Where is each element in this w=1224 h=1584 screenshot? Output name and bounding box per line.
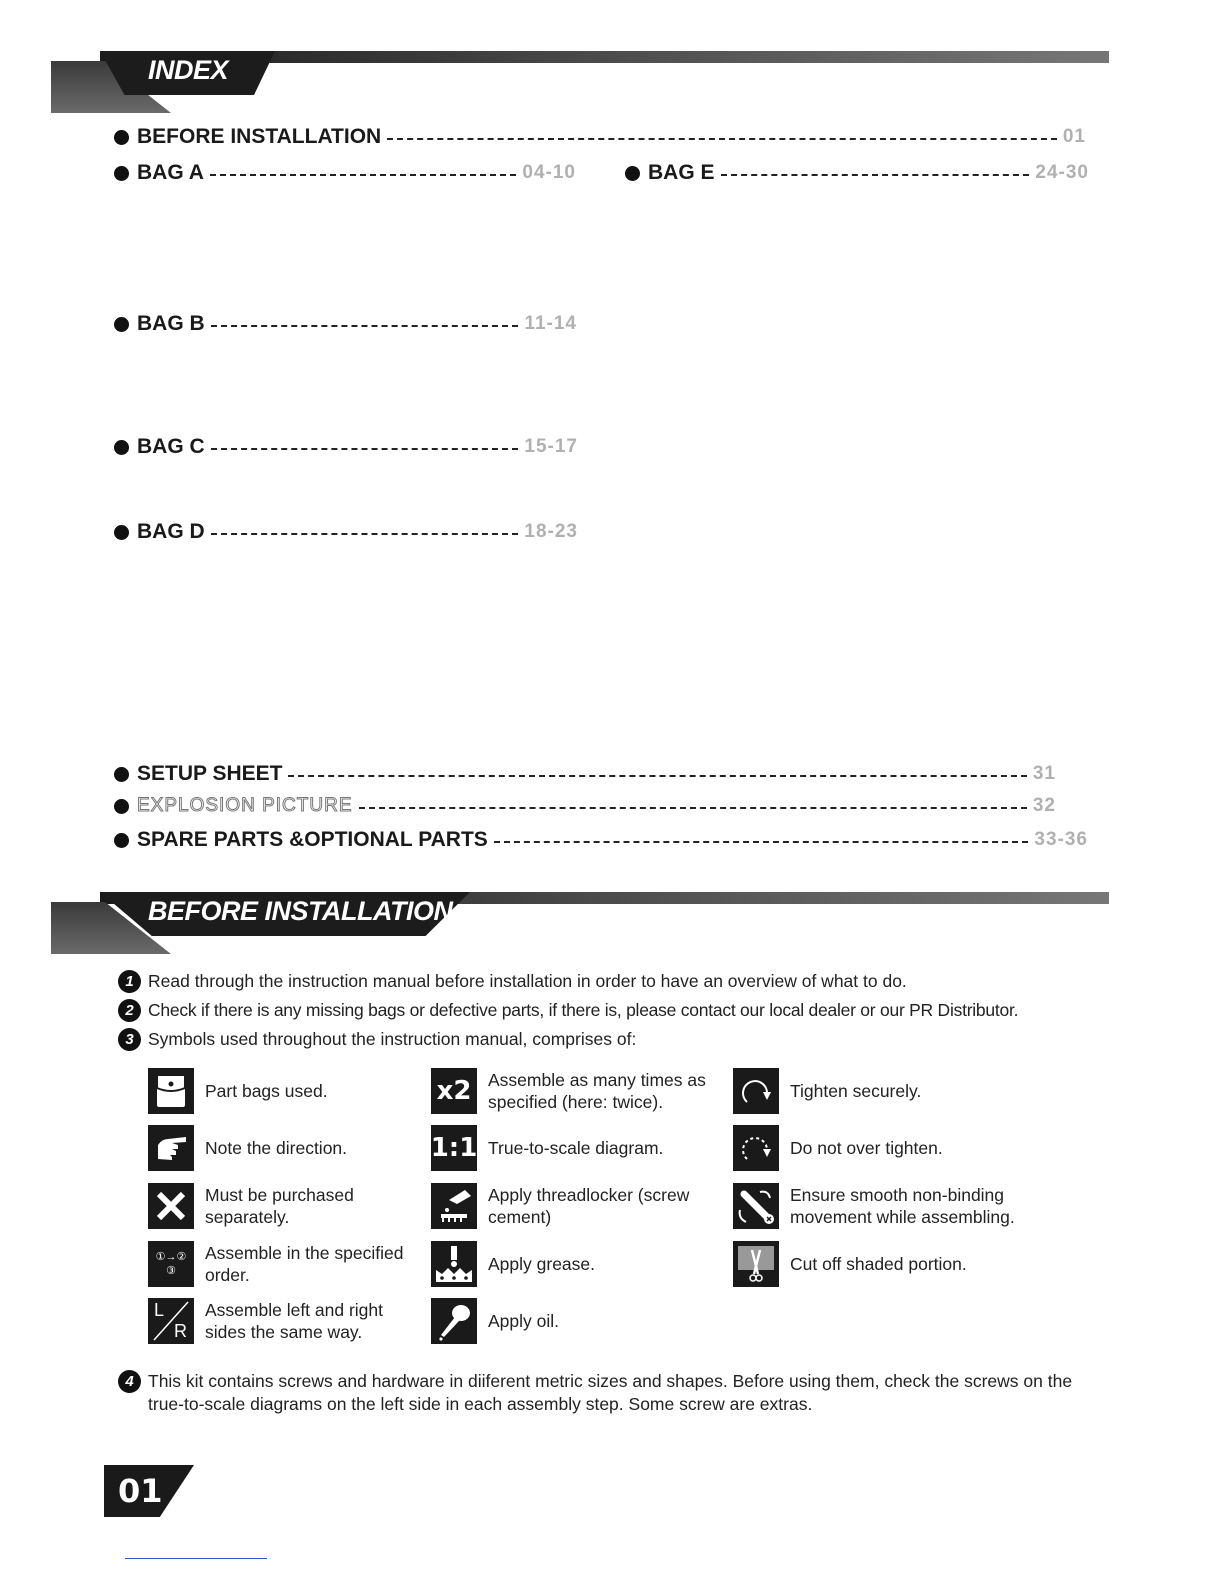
symbol-threadlocker (431, 1183, 708, 1229)
order-icon-top: ①→② (155, 1251, 187, 1263)
symbol-smooth-movement (733, 1183, 1040, 1229)
note-3 (118, 1028, 1078, 1051)
symbol-label: Apply threadlocker (screw cement) (488, 1185, 690, 1227)
bullet-icon (114, 130, 129, 145)
entry-pages: 04-10 (522, 162, 576, 183)
note-text: Symbols used throughout the instruction manual, comprises of: (148, 1029, 637, 1049)
number-4-icon: 4 (118, 1370, 141, 1393)
entry-pages: 33-36 (1034, 829, 1088, 850)
symbol-assemble-times (431, 1068, 708, 1114)
symbol-purchase-separately (148, 1183, 425, 1229)
multiply-two-icon: x2 (431, 1068, 477, 1114)
entry-label: SETUP SHEET (137, 762, 283, 785)
true-scale-icon: 1:1 (431, 1125, 477, 1171)
symbol-label: Ensure smooth non-binding movement while assembling. (790, 1185, 1015, 1227)
index-entry-spare-parts[interactable] (114, 825, 1088, 855)
symbol-tighten (733, 1068, 1010, 1114)
bullet-icon (114, 440, 129, 455)
note-text: This kit contains screws and hardware in diiferent metric sizes and shapes. Before using them, check the screws on the true-to-scale diagrams on the left side in each assembly step. Some screw are extras. (148, 1371, 1073, 1414)
symbol-label: Must be purchased separately. (205, 1185, 354, 1227)
note-text: Check if there is any missing bags or defective parts, if there is, please contact our local dealer or our PR Distributor. (148, 1000, 1019, 1020)
index-entry-before-installation[interactable] (114, 122, 1086, 152)
scissors-icon (733, 1241, 779, 1287)
entry-pages: 15-17 (524, 436, 578, 457)
entry-label: BAG E (648, 161, 715, 184)
symbol-label: Cut off shaded portion. (790, 1254, 967, 1274)
index-entry-bag-a[interactable] (114, 158, 576, 188)
index-section-header (0, 51, 1224, 121)
index-title: INDEX (148, 55, 229, 85)
footer-line (125, 1558, 267, 1559)
note-2 (118, 999, 1078, 1022)
threadlocker-icon (431, 1183, 477, 1229)
note-text: Read through the instruction manual before installation in order to have an overview of what to do. (148, 971, 907, 991)
symbol-grease (431, 1241, 708, 1287)
entry-label: BAG B (137, 312, 205, 335)
entry-pages: 31 (1032, 763, 1056, 784)
number-1-icon: 1 (118, 970, 141, 993)
bullet-icon (114, 833, 129, 848)
symbol-label: Part bags used. (205, 1081, 328, 1101)
part-bag-icon (148, 1068, 194, 1114)
symbol-true-scale (431, 1125, 708, 1171)
oil-can-icon (431, 1298, 477, 1344)
symbol-cut-off (733, 1241, 1010, 1287)
note-4 (118, 1370, 1078, 1416)
symbol-label: Note the direction. (205, 1138, 348, 1158)
entry-pages: 32 (1032, 795, 1056, 816)
note-1 (118, 970, 1078, 993)
symbol-label: Do not over tighten. (790, 1138, 943, 1158)
index-entry-explosion-picture[interactable] (114, 791, 1056, 821)
before-installation-section-header (0, 892, 1224, 962)
number-2-icon: 2 (118, 999, 141, 1022)
entry-label: BAG C (137, 435, 205, 458)
entry-pages: 01 (1062, 126, 1086, 147)
entry-label: EXPLOSION PICTURE (137, 795, 353, 816)
symbol-part-bags (148, 1068, 425, 1114)
index-entry-bag-b[interactable] (114, 309, 577, 339)
entry-pages: 18-23 (524, 521, 578, 542)
symbol-label: Apply grease. (488, 1254, 596, 1274)
dashed-rotate-icon (733, 1125, 779, 1171)
left-letter: L (154, 1300, 165, 1320)
before-installation-title: BEFORE INSTALLATION (148, 896, 453, 926)
symbol-label: Assemble left and right sides the same way. (205, 1300, 384, 1342)
order-icon-bottom: ③ (166, 1265, 176, 1277)
symbol-label: True-to-scale diagram. (488, 1138, 664, 1158)
symbol-label: Assemble as many times as specified (here: twice). (488, 1070, 706, 1112)
symbol-label: Assemble in the specified order. (205, 1243, 404, 1285)
rotate-arrow-icon (733, 1068, 779, 1114)
grease-icon (431, 1241, 477, 1287)
entry-pages: 24-30 (1035, 162, 1089, 183)
entry-label: SPARE PARTS &OPTIONAL PARTS (137, 828, 488, 851)
entry-label: BAG D (137, 520, 205, 543)
entry-label: BAG A (137, 161, 204, 184)
cross-icon (148, 1183, 194, 1229)
bullet-icon (625, 166, 640, 181)
symbol-label: Tighten securely. (790, 1081, 922, 1101)
symbol-specified-order (148, 1241, 425, 1287)
pointing-hand-icon (148, 1125, 194, 1171)
bullet-icon (114, 767, 129, 782)
entry-label: BEFORE INSTALLATION (137, 125, 382, 148)
index-entry-setup-sheet[interactable] (114, 759, 1056, 789)
bullet-icon (114, 525, 129, 540)
symbol-label: Apply oil. (488, 1311, 560, 1331)
index-entry-bag-d[interactable] (114, 517, 578, 547)
symbol-no-over-tighten (733, 1125, 1010, 1171)
symbol-left-right (148, 1298, 425, 1344)
bullet-icon (114, 799, 129, 814)
symbol-note-direction (148, 1125, 425, 1171)
entry-pages: 11-14 (524, 313, 577, 334)
page-number: 01 (118, 1472, 163, 1510)
left-right-icon (148, 1298, 194, 1344)
right-letter: R (174, 1321, 187, 1341)
order-sequence-icon (148, 1241, 194, 1287)
index-entry-bag-c[interactable] (114, 432, 578, 462)
bullet-icon (114, 317, 129, 332)
bullet-icon (114, 166, 129, 181)
smooth-movement-icon (733, 1183, 779, 1229)
symbol-oil (431, 1298, 708, 1344)
number-3-icon: 3 (118, 1028, 141, 1051)
index-entry-bag-e[interactable] (625, 158, 1089, 188)
